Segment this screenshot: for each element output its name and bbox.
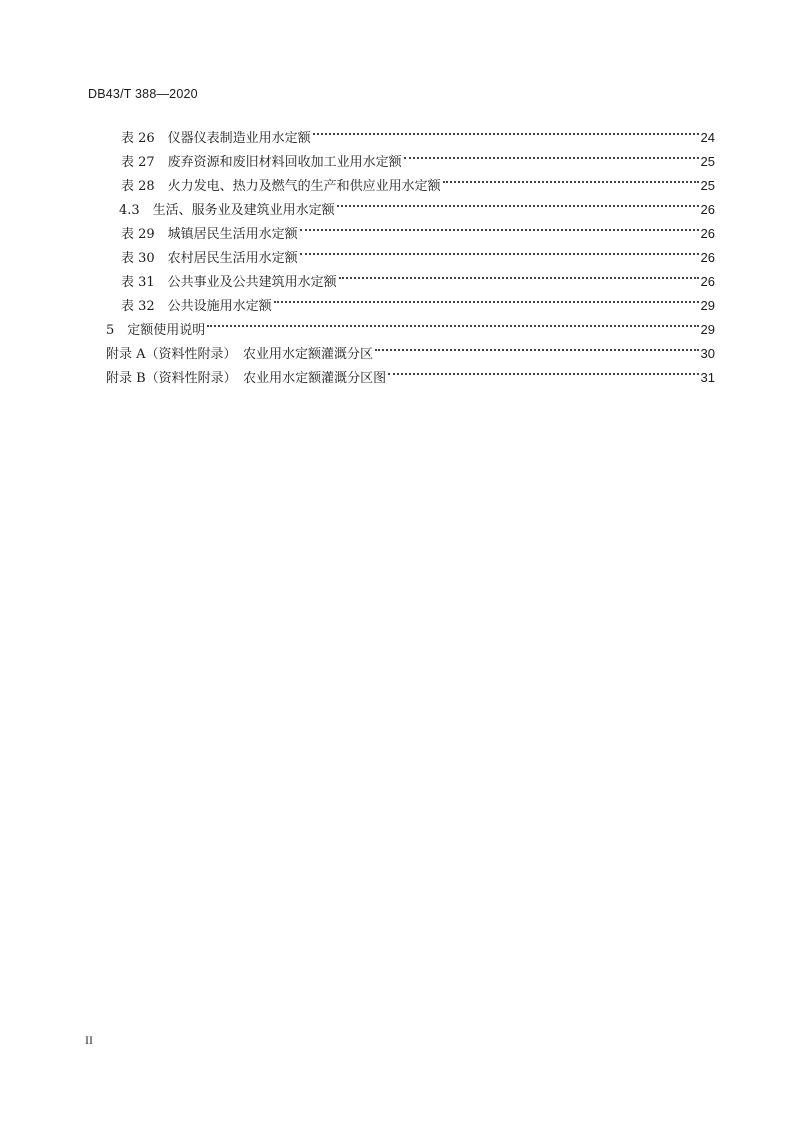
page-number: II [85, 1033, 93, 1047]
toc-leader-dots [300, 214, 699, 238]
toc-entry-page: 29 [700, 322, 715, 337]
toc-entry-page: 26 [700, 202, 715, 217]
toc-leader-dots [443, 166, 699, 190]
toc-leader-dots [388, 358, 698, 382]
toc-entry-page: 25 [700, 154, 715, 169]
toc-entry-label: 表 27 废弃资源和废旧材料回收加工业用水定额 [121, 155, 402, 170]
standard-code: DB43/T 388—2020 [88, 87, 198, 101]
toc-entry[interactable] [121, 286, 715, 314]
toc-entry[interactable] [121, 262, 715, 290]
toc-entry[interactable] [106, 310, 715, 338]
toc-entry-label: 附录 B（资料性附录） 农业用水定额灌溉分区图 [106, 371, 387, 386]
toc-leader-dots [404, 142, 699, 166]
toc-entry-page: 29 [700, 298, 715, 313]
toc-leader-dots [313, 118, 699, 142]
toc-entry-page: 24 [700, 130, 715, 145]
toc-entry[interactable] [121, 166, 715, 194]
toc-entry-label: 表 29 城镇居民生活用水定额 [121, 227, 298, 242]
toc-entry[interactable] [121, 238, 715, 266]
toc-entry[interactable] [121, 142, 715, 170]
toc-leader-dots [339, 262, 699, 286]
toc-leader-dots [274, 286, 699, 310]
toc-entry[interactable] [106, 334, 715, 362]
toc-leader-dots [300, 238, 699, 262]
toc-entry[interactable] [121, 214, 715, 242]
toc-leader-dots [375, 334, 699, 358]
toc-entry-page: 26 [700, 226, 715, 241]
toc-entry-label: 5 定额使用说明 [106, 323, 206, 338]
toc-entry-page: 25 [700, 178, 715, 193]
toc-entry-page: 30 [700, 346, 715, 361]
toc-leader-dots [207, 310, 698, 334]
toc-entry-page: 26 [700, 250, 715, 265]
toc-entry[interactable] [106, 358, 715, 386]
toc-entry-page: 31 [700, 370, 715, 385]
toc-entry-label: 附录 A（资料性附录） 农业用水定额灌溉分区 [106, 347, 374, 362]
toc-entry-label: 表 31 公共事业及公共建筑用水定额 [121, 275, 337, 290]
toc-entry[interactable] [119, 190, 715, 218]
toc-entry-label: 表 28 火力发电、热力及燃气的生产和供应业用水定额 [121, 179, 441, 194]
toc-entry-label: 表 26 仪器仪表制造业用水定额 [121, 131, 311, 146]
toc-leader-dots [337, 190, 699, 214]
toc-entry-label: 表 30 农村居民生活用水定额 [121, 251, 298, 266]
toc-entry-label: 表 32 公共设施用水定额 [121, 299, 272, 314]
toc-entry[interactable] [121, 118, 715, 146]
toc-entry-page: 26 [700, 274, 715, 289]
toc-entry-label: 4.3 生活、服务业及建筑业用水定额 [119, 203, 335, 218]
